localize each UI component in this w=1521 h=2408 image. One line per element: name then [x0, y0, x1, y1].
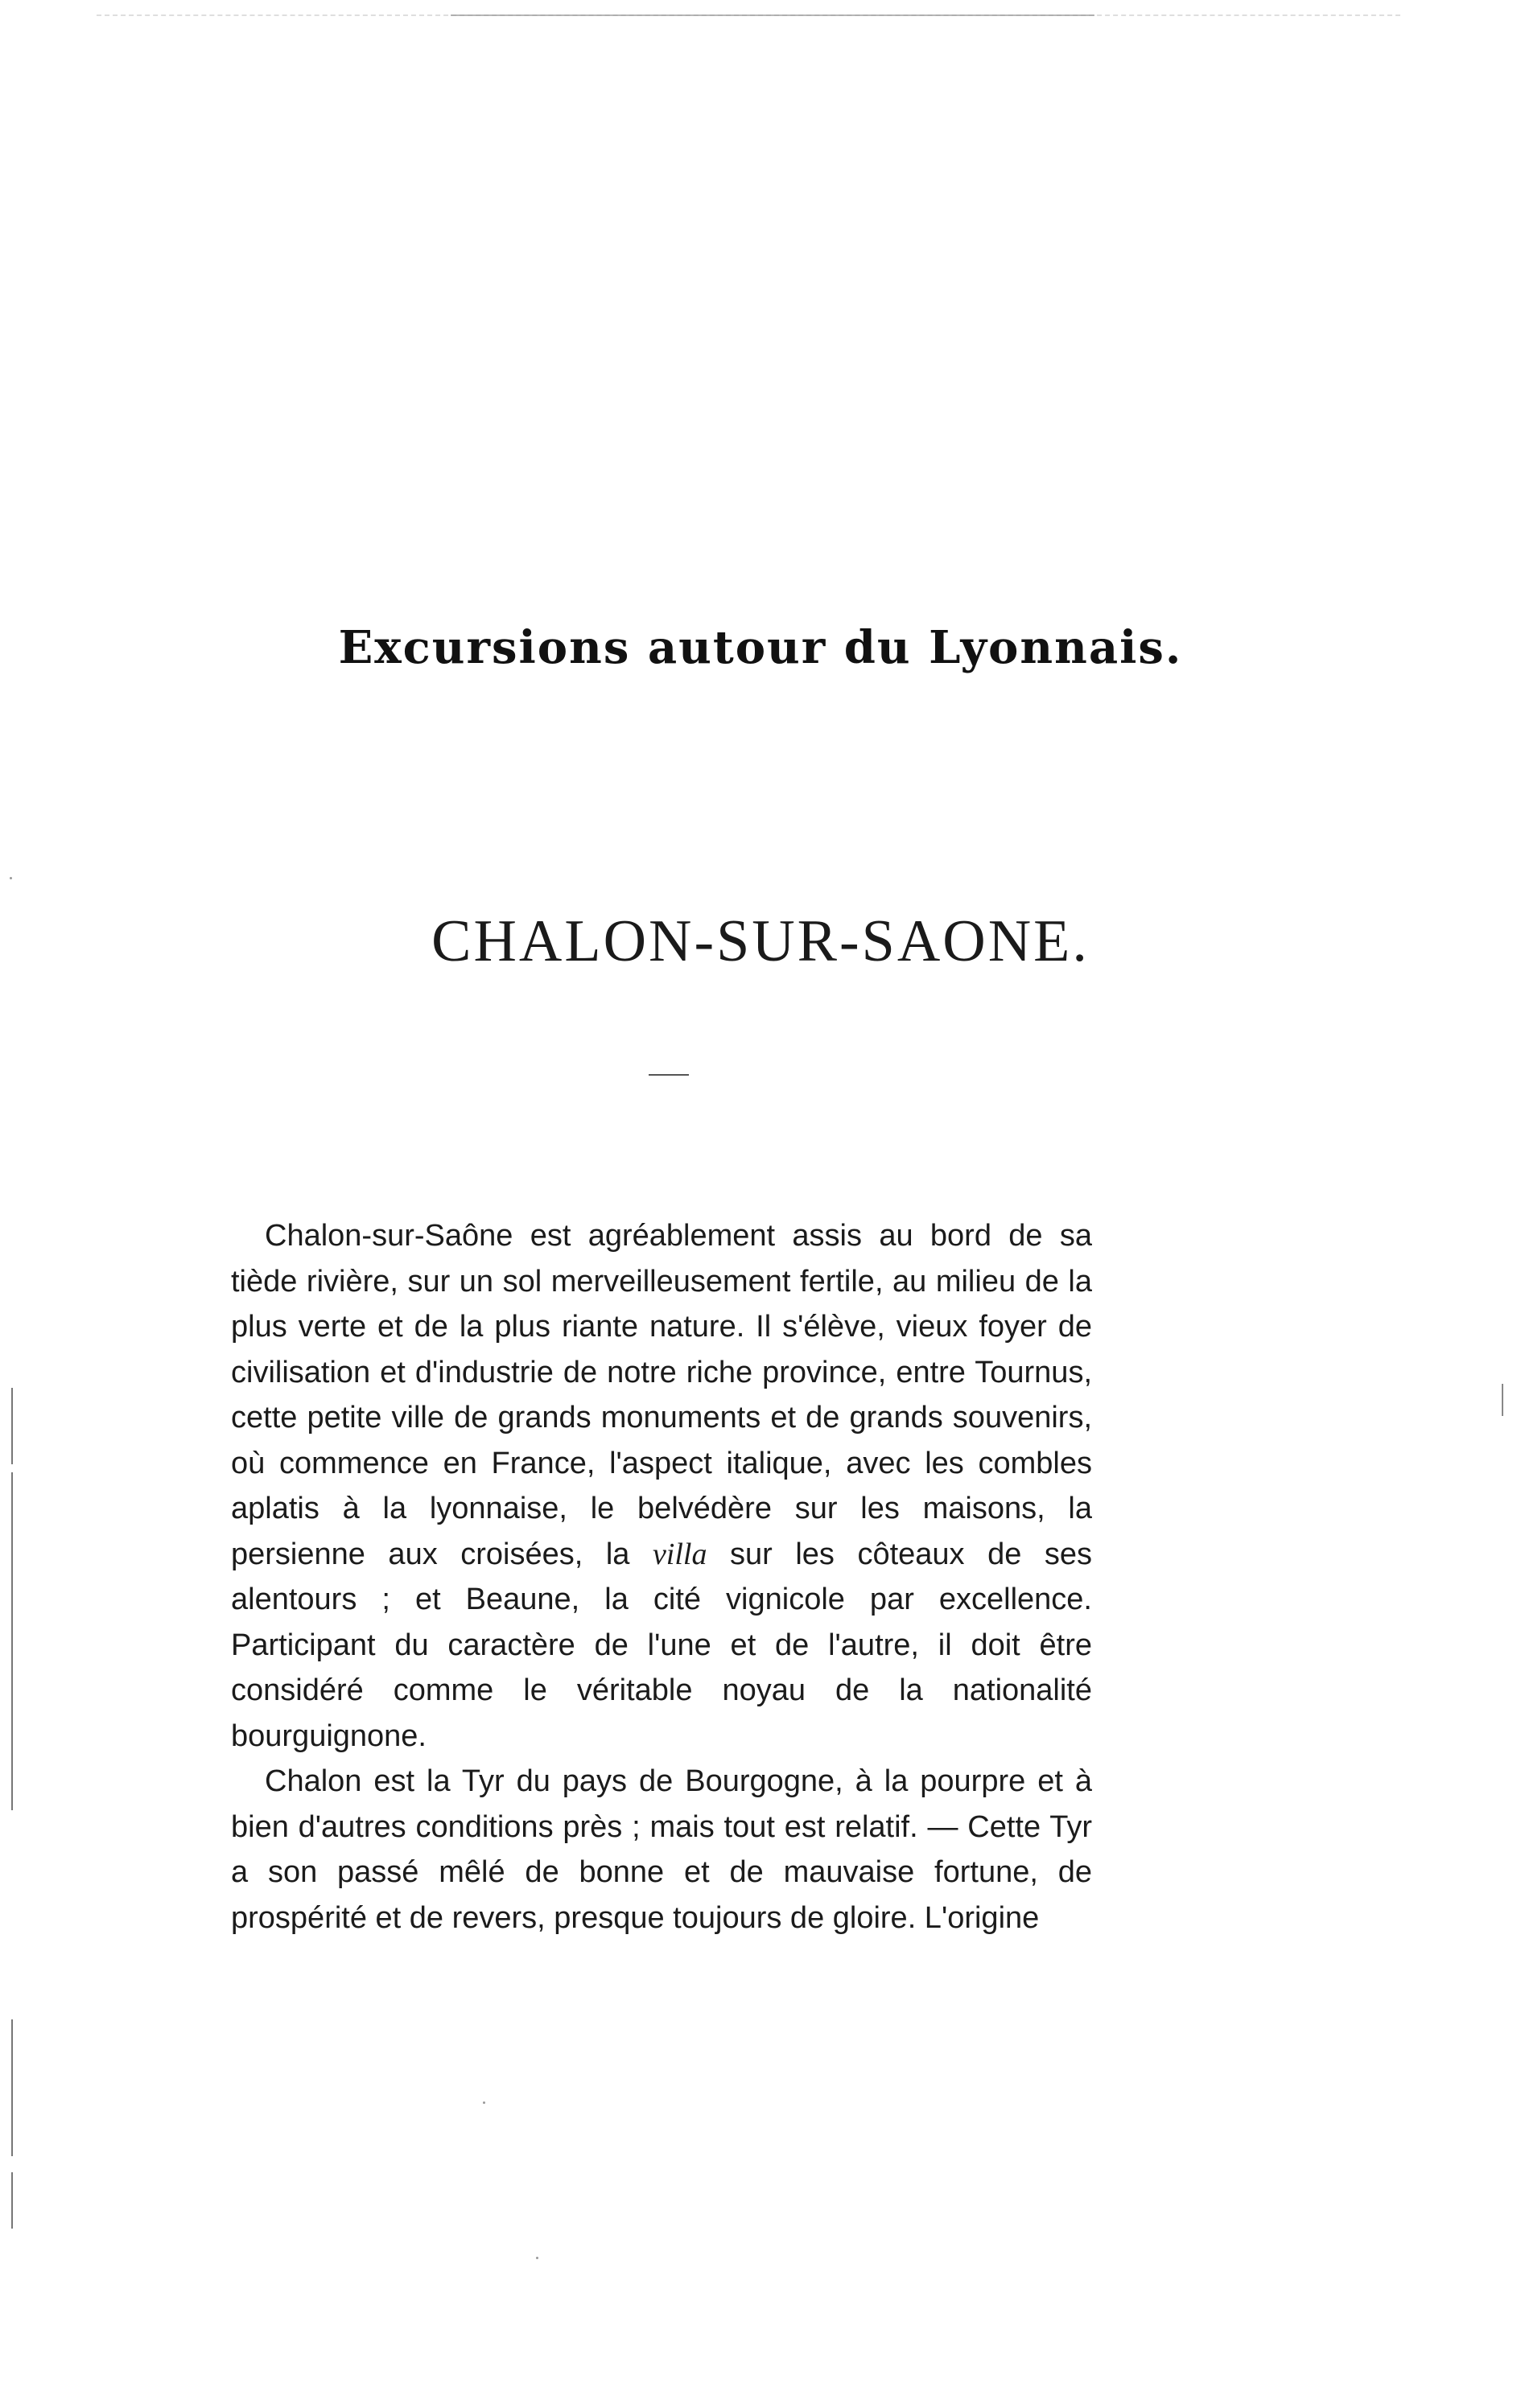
running-title: Excursions autour du Lyonnais. [338, 621, 1183, 674]
paragraph-1-emphasis: villa [652, 1537, 707, 1571]
paragraph-1-text: Chalon-sur-Saône est agréablement assis au bord de sa tiède rivière, sur un sol merveilleusement fertile, au milieu de la plus verte et de la plus riante nature. Il s'élève, vieux foyer de civilisation et d'industrie de notre riche province, entre Tournus, cette petite ville de grands monuments et de grands souvenirs, où commence en France, l'aspect italique, avec les combles aplatis à la lyonnaise, le belvédère sur les maisons, la persienne aux croisées, la [231, 1219, 1092, 1571]
scan-speck [483, 2101, 485, 2104]
paragraph-2 [231, 1759, 1092, 1941]
scan-edge-line [451, 14, 1094, 16]
title-divider [649, 1074, 689, 1076]
body-text [231, 1213, 1092, 1941]
margin-mark [11, 2172, 13, 2229]
margin-mark [1502, 1384, 1503, 1416]
paragraph-1 [231, 1213, 1092, 1759]
margin-mark [11, 1472, 13, 1810]
scan-speck [10, 877, 12, 879]
margin-mark [11, 2019, 13, 2156]
chapter-title: CHALON-SUR-SAONE. [431, 908, 1090, 974]
paragraph-1-text-cont: sur les côteaux de ses alentours ; et Beaune, la cité vignicole par excellence. Participant du caractère de l'une et de l'autre, il doit être considéré comme le véritable noyau de la nationalité bourguignone. [231, 1537, 1093, 1753]
paragraph-2-text: Chalon est la Tyr du pays de Bourgogne, à la pourpre et à bien d'autres conditions près ; mais tout est relatif. — Cette Tyr a son passé mêlé de bonne et de mauvaise fortune, de prospérité et de revers, presque toujours de gloire. L'origine [231, 1764, 1092, 1935]
scan-speck [536, 2257, 538, 2259]
margin-mark [11, 1388, 13, 1464]
